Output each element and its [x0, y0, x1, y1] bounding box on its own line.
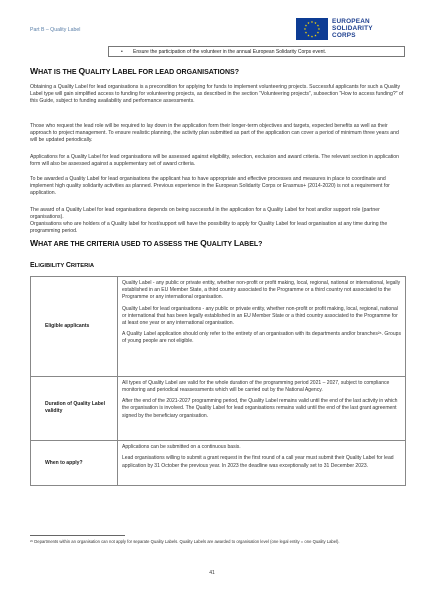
footnote: ²⁶ Departments within an organisation can not apply for separate Quality Labels. Quality Labels are awarded to organisation level (one legal entity = one Quality Label).: [30, 539, 340, 544]
heading-part: HAT ARE THE CRITERIA USED TO ASSESS THE: [38, 241, 201, 248]
row-paragraph: All types of Quality Label are valid for the whole duration of the programming period 2021 – 2027, subject to compliance monitoring and periodical reassessments which will be carried out by the National Agency.: [122, 379, 390, 393]
heading-part: HAT IS THE: [38, 69, 79, 76]
row-paragraph: Applications can be submitted on a continuous basis.: [122, 444, 241, 451]
header-part-label: Part B – Quality Label: [30, 27, 81, 33]
heading-part: ABEL?: [239, 241, 263, 248]
paragraph-2: Those who request the lead role will be required to lay down in the application form their longer-term objectives and targets, expected benefits as well as their approach to project management. To ensure realistic planning, the activity plan submitted as part of the application can cover a period of minimum three years and will be updated periodically.: [30, 123, 399, 144]
bullet-icon: •: [121, 49, 123, 55]
logo-line-1: EUROPEAN: [332, 18, 370, 25]
row-content: [118, 376, 406, 441]
heading-part: UALITY: [206, 241, 234, 248]
eligibility-criteria-table: [30, 276, 406, 486]
row-label: When to apply?: [31, 441, 118, 486]
svg-text:★: ★: [303, 27, 307, 32]
svg-text:★: ★: [316, 30, 320, 35]
svg-text:★: ★: [304, 23, 308, 28]
row-paragraph: A Quality Label application should only refer to the entirety of an organisation with its departments and/or branches²⁶. Groups of young people are not eligible.: [122, 331, 401, 345]
svg-text:★: ★: [307, 21, 310, 25]
svg-text:★: ★: [304, 30, 308, 35]
table-row: [31, 376, 406, 441]
heading-part: Q: [78, 66, 86, 76]
row-paragraph: Quality Label - any public or private entity, whether non-profit or profit making, local, regional, national or international, legally established in an EU Member State, a third country associated to the Programme or a third country not associated to the Programme or any international organisation.: [122, 280, 401, 301]
heading-part: W: [30, 66, 39, 76]
heading-part: W: [30, 238, 39, 248]
heading-part: ABEL FOR LEAD ORGANISATIONS?: [117, 69, 239, 76]
section-heading-criteria: [30, 238, 262, 248]
svg-text:★: ★: [310, 20, 314, 24]
table-row: [31, 441, 406, 486]
logo-line-3: CORPS: [332, 31, 356, 39]
logo-text: [332, 19, 373, 39]
heading-part: E: [30, 262, 35, 269]
row-paragraph: After the end of the 2021-2027 programming period, the Quality Label remains valid until the end of the last activity in which the organisation is involved. The Quality Label for lead organisations remains valid until the end of the last grant agreement signed by the beneficiary organisation.: [122, 398, 398, 419]
paragraph-5: The award of a Quality Label for lead organisations depends on being successful in the application for a Quality Label for host and/or support role (partner organisations).: [30, 207, 380, 221]
row-label: Duration of Quality Label validity: [31, 376, 118, 441]
row-label: Eligible applicants: [31, 277, 118, 377]
logo-line-2: SOLIDARITY: [332, 24, 373, 32]
heading-part: LIGIBILITY: [34, 263, 66, 269]
row-content: [118, 441, 406, 486]
svg-text:★: ★: [310, 34, 314, 39]
heading-part: L: [112, 66, 118, 76]
heading-part: L: [233, 238, 240, 248]
svg-text:★: ★: [317, 27, 321, 32]
heading-part: Q: [200, 238, 207, 248]
svg-text:★: ★: [314, 33, 317, 38]
paragraph-1: Obtaining a Quality Label for lead organisations is a precondition for applying for funds to implement volunteering projects. Successful applicants for such a Quality Label type will gain simplified access to funding for volunteering projects, as described in the section “Volunteering projects”, subsection “How to access funding?” of this Guide, subject to funding availability and performance assessments.: [30, 84, 404, 105]
row-content: [118, 277, 406, 377]
row-paragraph: Quality Label for lead organisations - any public or private entity, whether non-profit or profit making, local, regional, national or international that has been legally established in an EU Member State or a third country associated to the Programme for at least one year or any international organisation.: [122, 305, 398, 327]
esc-logo: [296, 18, 406, 40]
footnote-divider: [30, 535, 125, 536]
paragraph-4: To be awarded a Quality Label for lead organisations the applicant has to have appropriate and effective processes and measures in place to coordinate and implement high quality solidarity activities as planned. Previous experience in the European Solidarity Corps or Erasmus+ (2014-2020) is not a requirement for application.: [30, 176, 390, 197]
svg-text:★: ★: [307, 33, 310, 38]
continued-table-row: [108, 46, 405, 57]
page-number: 41: [209, 570, 215, 576]
table-row: [31, 277, 406, 377]
subsection-heading-eligibility-criteria: [30, 262, 94, 269]
section-heading-quality-label: [30, 66, 239, 76]
continued-table-text: Ensure the participation of the volunteer in the annual European Solidarity Corps event.: [133, 49, 327, 55]
heading-part: UALITY: [85, 69, 113, 76]
svg-text:★: ★: [316, 23, 320, 28]
eu-flag-icon: [296, 18, 328, 40]
paragraph-3: Applications for a Quality Label for lead organisations will be assessed against eligibility, selection, exclusion and award criteria. The relevant section in application form will also be assessed against a supplementary set of award criteria.: [30, 154, 399, 168]
svg-text:★: ★: [314, 21, 317, 25]
heading-part: C: [65, 262, 71, 269]
row-paragraph: Lead organisations willing to submit a grant request in the first round of a call year must submit their Quality Label for lead application by 31 October the previous year. In 2023 the deadline was exceptionally set to 31 December 2023.: [122, 455, 394, 469]
paragraph-6: Organisations who are holders of a Quality label for host/support will have the possibility to apply for Quality Label for lead organisation at any time during the programming period.: [30, 221, 388, 235]
heading-part: RITERIA: [70, 263, 95, 269]
